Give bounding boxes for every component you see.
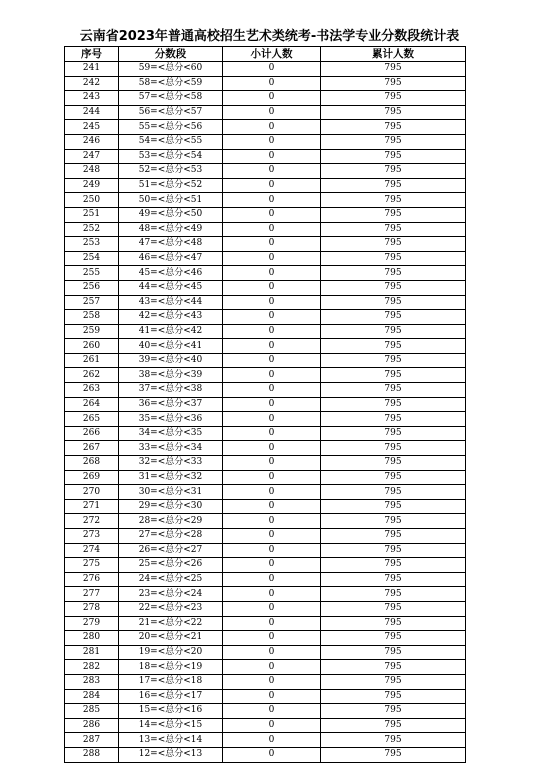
- cell-score-range: 45=<总分<46: [119, 266, 223, 281]
- cell-subtotal: 0: [223, 164, 321, 179]
- cell-index: 263: [65, 383, 119, 398]
- table-row: [65, 207, 466, 222]
- table-row: [65, 149, 466, 164]
- cell-score-range: 41=<总分<42: [119, 324, 223, 339]
- cell-cumulative: 795: [321, 514, 466, 529]
- table-row: [65, 718, 466, 733]
- cell-score-range: 56=<总分<57: [119, 105, 223, 120]
- cell-subtotal: 0: [223, 62, 321, 77]
- cell-index: 254: [65, 251, 119, 266]
- table-row: [65, 499, 466, 514]
- cell-cumulative: 795: [321, 397, 466, 412]
- table-row: [65, 485, 466, 500]
- cell-index: 262: [65, 368, 119, 383]
- cell-index: 258: [65, 310, 119, 325]
- header-cumulative: 累计人数: [321, 47, 466, 62]
- cell-score-range: 38=<总分<39: [119, 368, 223, 383]
- cell-index: 256: [65, 280, 119, 295]
- table-row: [65, 631, 466, 646]
- cell-subtotal: 0: [223, 295, 321, 310]
- table-row: [65, 134, 466, 149]
- score-distribution-table: [64, 46, 466, 763]
- cell-cumulative: 795: [321, 222, 466, 237]
- cell-subtotal: 0: [223, 353, 321, 368]
- cell-score-range: 28=<总分<29: [119, 514, 223, 529]
- cell-index: 282: [65, 660, 119, 675]
- table-row: [65, 164, 466, 179]
- cell-subtotal: 0: [223, 601, 321, 616]
- cell-cumulative: 795: [321, 558, 466, 573]
- cell-index: 257: [65, 295, 119, 310]
- cell-score-range: 42=<总分<43: [119, 310, 223, 325]
- table-row: [65, 558, 466, 573]
- cell-cumulative: 795: [321, 368, 466, 383]
- table-row: [65, 733, 466, 748]
- table-row: [65, 62, 466, 77]
- table-row: [65, 674, 466, 689]
- cell-score-range: 51=<总分<52: [119, 178, 223, 193]
- cell-subtotal: 0: [223, 660, 321, 675]
- cell-score-range: 44=<总分<45: [119, 280, 223, 295]
- cell-index: 251: [65, 207, 119, 222]
- cell-cumulative: 795: [321, 383, 466, 398]
- cell-index: 243: [65, 91, 119, 106]
- cell-subtotal: 0: [223, 280, 321, 295]
- table-header-row: [65, 47, 466, 62]
- cell-index: 275: [65, 558, 119, 573]
- cell-cumulative: 795: [321, 733, 466, 748]
- cell-score-range: 33=<总分<34: [119, 441, 223, 456]
- cell-score-range: 39=<总分<40: [119, 353, 223, 368]
- cell-subtotal: 0: [223, 76, 321, 91]
- cell-index: 244: [65, 105, 119, 120]
- cell-index: 265: [65, 412, 119, 427]
- table-row: [65, 514, 466, 529]
- cell-score-range: 14=<总分<15: [119, 718, 223, 733]
- cell-subtotal: 0: [223, 441, 321, 456]
- cell-index: 250: [65, 193, 119, 208]
- cell-index: 274: [65, 543, 119, 558]
- cell-score-range: 37=<总分<38: [119, 383, 223, 398]
- cell-subtotal: 0: [223, 543, 321, 558]
- cell-cumulative: 795: [321, 251, 466, 266]
- table-row: [65, 222, 466, 237]
- cell-subtotal: 0: [223, 412, 321, 427]
- cell-score-range: 50=<总分<51: [119, 193, 223, 208]
- cell-index: 268: [65, 456, 119, 471]
- cell-index: 286: [65, 718, 119, 733]
- cell-cumulative: 795: [321, 266, 466, 281]
- cell-index: 281: [65, 645, 119, 660]
- cell-score-range: 58=<总分<59: [119, 76, 223, 91]
- cell-score-range: 18=<总分<19: [119, 660, 223, 675]
- cell-index: 245: [65, 120, 119, 135]
- cell-subtotal: 0: [223, 616, 321, 631]
- cell-index: 242: [65, 76, 119, 91]
- cell-subtotal: 0: [223, 324, 321, 339]
- table-row: [65, 339, 466, 354]
- cell-score-range: 32=<总分<33: [119, 456, 223, 471]
- cell-cumulative: 795: [321, 616, 466, 631]
- table-row: [65, 237, 466, 252]
- table-row: [65, 324, 466, 339]
- cell-score-range: 19=<总分<20: [119, 645, 223, 660]
- cell-score-range: 27=<总分<28: [119, 529, 223, 544]
- table-row: [65, 266, 466, 281]
- cell-score-range: 54=<总分<55: [119, 134, 223, 149]
- cell-score-range: 53=<总分<54: [119, 149, 223, 164]
- cell-score-range: 59=<总分<60: [119, 62, 223, 77]
- cell-cumulative: 795: [321, 426, 466, 441]
- table-row: [65, 645, 466, 660]
- cell-score-range: 24=<总分<25: [119, 572, 223, 587]
- cell-subtotal: 0: [223, 499, 321, 514]
- table-row: [65, 616, 466, 631]
- table-row: [65, 193, 466, 208]
- cell-subtotal: 0: [223, 251, 321, 266]
- cell-subtotal: 0: [223, 689, 321, 704]
- cell-score-range: 23=<总分<24: [119, 587, 223, 602]
- cell-score-range: 26=<总分<27: [119, 543, 223, 558]
- table-row: [65, 397, 466, 412]
- header-subtotal: 小计人数: [223, 47, 321, 62]
- cell-index: 277: [65, 587, 119, 602]
- cell-index: 284: [65, 689, 119, 704]
- cell-subtotal: 0: [223, 207, 321, 222]
- table-row: [65, 368, 466, 383]
- cell-cumulative: 795: [321, 134, 466, 149]
- cell-subtotal: 0: [223, 193, 321, 208]
- cell-subtotal: 0: [223, 149, 321, 164]
- cell-score-range: 17=<总分<18: [119, 674, 223, 689]
- cell-cumulative: 795: [321, 499, 466, 514]
- table-row: [65, 441, 466, 456]
- cell-subtotal: 0: [223, 266, 321, 281]
- cell-cumulative: 795: [321, 412, 466, 427]
- cell-index: 259: [65, 324, 119, 339]
- cell-cumulative: 795: [321, 339, 466, 354]
- cell-cumulative: 795: [321, 105, 466, 120]
- cell-cumulative: 795: [321, 280, 466, 295]
- cell-index: 260: [65, 339, 119, 354]
- cell-cumulative: 795: [321, 207, 466, 222]
- cell-cumulative: 795: [321, 456, 466, 471]
- cell-cumulative: 795: [321, 295, 466, 310]
- cell-cumulative: 795: [321, 645, 466, 660]
- cell-cumulative: 795: [321, 747, 466, 762]
- cell-index: 269: [65, 470, 119, 485]
- cell-subtotal: 0: [223, 237, 321, 252]
- cell-index: 271: [65, 499, 119, 514]
- table-row: [65, 412, 466, 427]
- cell-cumulative: 795: [321, 91, 466, 106]
- page-title: 云南省2023年普通高校招生艺术类统考-书法学专业分数段统计表: [79, 29, 460, 44]
- table-row: [65, 251, 466, 266]
- cell-subtotal: 0: [223, 134, 321, 149]
- cell-score-range: 52=<总分<53: [119, 164, 223, 179]
- cell-index: 255: [65, 266, 119, 281]
- cell-index: 272: [65, 514, 119, 529]
- cell-score-range: 46=<总分<47: [119, 251, 223, 266]
- cell-subtotal: 0: [223, 558, 321, 573]
- table-row: [65, 76, 466, 91]
- cell-score-range: 29=<总分<30: [119, 499, 223, 514]
- cell-subtotal: 0: [223, 572, 321, 587]
- cell-cumulative: 795: [321, 164, 466, 179]
- cell-index: 252: [65, 222, 119, 237]
- cell-index: 253: [65, 237, 119, 252]
- cell-cumulative: 795: [321, 441, 466, 456]
- cell-index: 273: [65, 529, 119, 544]
- table-row: [65, 470, 466, 485]
- cell-subtotal: 0: [223, 733, 321, 748]
- cell-cumulative: 795: [321, 660, 466, 675]
- cell-subtotal: 0: [223, 747, 321, 762]
- cell-subtotal: 0: [223, 120, 321, 135]
- cell-subtotal: 0: [223, 718, 321, 733]
- cell-subtotal: 0: [223, 485, 321, 500]
- cell-subtotal: 0: [223, 631, 321, 646]
- cell-subtotal: 0: [223, 674, 321, 689]
- table-row: [65, 353, 466, 368]
- cell-score-range: 48=<总分<49: [119, 222, 223, 237]
- cell-subtotal: 0: [223, 383, 321, 398]
- cell-index: 267: [65, 441, 119, 456]
- cell-cumulative: 795: [321, 631, 466, 646]
- table-row: [65, 178, 466, 193]
- cell-score-range: 43=<总分<44: [119, 295, 223, 310]
- cell-cumulative: 795: [321, 324, 466, 339]
- cell-cumulative: 795: [321, 470, 466, 485]
- cell-score-range: 47=<总分<48: [119, 237, 223, 252]
- cell-index: 241: [65, 62, 119, 77]
- cell-subtotal: 0: [223, 645, 321, 660]
- table-row: [65, 543, 466, 558]
- cell-cumulative: 795: [321, 310, 466, 325]
- cell-cumulative: 795: [321, 674, 466, 689]
- cell-index: 287: [65, 733, 119, 748]
- table-row: [65, 689, 466, 704]
- cell-score-range: 40=<总分<41: [119, 339, 223, 354]
- table-row: [65, 601, 466, 616]
- cell-cumulative: 795: [321, 601, 466, 616]
- cell-score-range: 35=<总分<36: [119, 412, 223, 427]
- cell-cumulative: 795: [321, 689, 466, 704]
- cell-subtotal: 0: [223, 470, 321, 485]
- cell-subtotal: 0: [223, 339, 321, 354]
- table-row: [65, 572, 466, 587]
- cell-score-range: 36=<总分<37: [119, 397, 223, 412]
- cell-score-range: 57=<总分<58: [119, 91, 223, 106]
- cell-subtotal: 0: [223, 456, 321, 471]
- cell-subtotal: 0: [223, 178, 321, 193]
- table-row: [65, 120, 466, 135]
- cell-subtotal: 0: [223, 91, 321, 106]
- cell-index: 248: [65, 164, 119, 179]
- cell-cumulative: 795: [321, 62, 466, 77]
- cell-subtotal: 0: [223, 397, 321, 412]
- cell-cumulative: 795: [321, 529, 466, 544]
- cell-index: 246: [65, 134, 119, 149]
- table-row: [65, 587, 466, 602]
- cell-score-range: 25=<总分<26: [119, 558, 223, 573]
- cell-index: 285: [65, 704, 119, 719]
- cell-index: 266: [65, 426, 119, 441]
- cell-index: 261: [65, 353, 119, 368]
- cell-subtotal: 0: [223, 529, 321, 544]
- cell-cumulative: 795: [321, 149, 466, 164]
- table-row: [65, 529, 466, 544]
- cell-index: 278: [65, 601, 119, 616]
- cell-index: 276: [65, 572, 119, 587]
- cell-cumulative: 795: [321, 718, 466, 733]
- cell-cumulative: 795: [321, 543, 466, 558]
- header-index: 序号: [65, 47, 119, 62]
- table-row: [65, 456, 466, 471]
- cell-score-range: 12=<总分<13: [119, 747, 223, 762]
- cell-score-range: 21=<总分<22: [119, 616, 223, 631]
- cell-subtotal: 0: [223, 310, 321, 325]
- cell-subtotal: 0: [223, 368, 321, 383]
- cell-cumulative: 795: [321, 704, 466, 719]
- cell-score-range: 15=<总分<16: [119, 704, 223, 719]
- table-row: [65, 310, 466, 325]
- cell-index: 280: [65, 631, 119, 646]
- cell-cumulative: 795: [321, 587, 466, 602]
- cell-score-range: 13=<总分<14: [119, 733, 223, 748]
- cell-subtotal: 0: [223, 587, 321, 602]
- cell-score-range: 30=<总分<31: [119, 485, 223, 500]
- cell-score-range: 31=<总分<32: [119, 470, 223, 485]
- cell-cumulative: 795: [321, 485, 466, 500]
- cell-cumulative: 795: [321, 237, 466, 252]
- cell-cumulative: 795: [321, 572, 466, 587]
- cell-score-range: 55=<总分<56: [119, 120, 223, 135]
- cell-cumulative: 795: [321, 76, 466, 91]
- cell-index: 249: [65, 178, 119, 193]
- cell-index: 288: [65, 747, 119, 762]
- cell-index: 283: [65, 674, 119, 689]
- header-score-range: 分数段: [119, 47, 223, 62]
- cell-index: 247: [65, 149, 119, 164]
- cell-subtotal: 0: [223, 222, 321, 237]
- cell-subtotal: 0: [223, 514, 321, 529]
- cell-score-range: 49=<总分<50: [119, 207, 223, 222]
- cell-score-range: 16=<总分<17: [119, 689, 223, 704]
- cell-index: 264: [65, 397, 119, 412]
- cell-index: 279: [65, 616, 119, 631]
- cell-index: 270: [65, 485, 119, 500]
- cell-score-range: 34=<总分<35: [119, 426, 223, 441]
- cell-cumulative: 795: [321, 178, 466, 193]
- table-row: [65, 660, 466, 675]
- cell-subtotal: 0: [223, 426, 321, 441]
- table-row: [65, 295, 466, 310]
- cell-score-range: 22=<总分<23: [119, 601, 223, 616]
- table-row: [65, 91, 466, 106]
- cell-cumulative: 795: [321, 120, 466, 135]
- table-row: [65, 704, 466, 719]
- cell-score-range: 20=<总分<21: [119, 631, 223, 646]
- table-row: [65, 426, 466, 441]
- cell-cumulative: 795: [321, 193, 466, 208]
- table-row: [65, 747, 466, 762]
- cell-subtotal: 0: [223, 704, 321, 719]
- table-body: [65, 62, 466, 763]
- table-row: [65, 280, 466, 295]
- table-row: [65, 383, 466, 398]
- cell-subtotal: 0: [223, 105, 321, 120]
- table-row: [65, 105, 466, 120]
- cell-cumulative: 795: [321, 353, 466, 368]
